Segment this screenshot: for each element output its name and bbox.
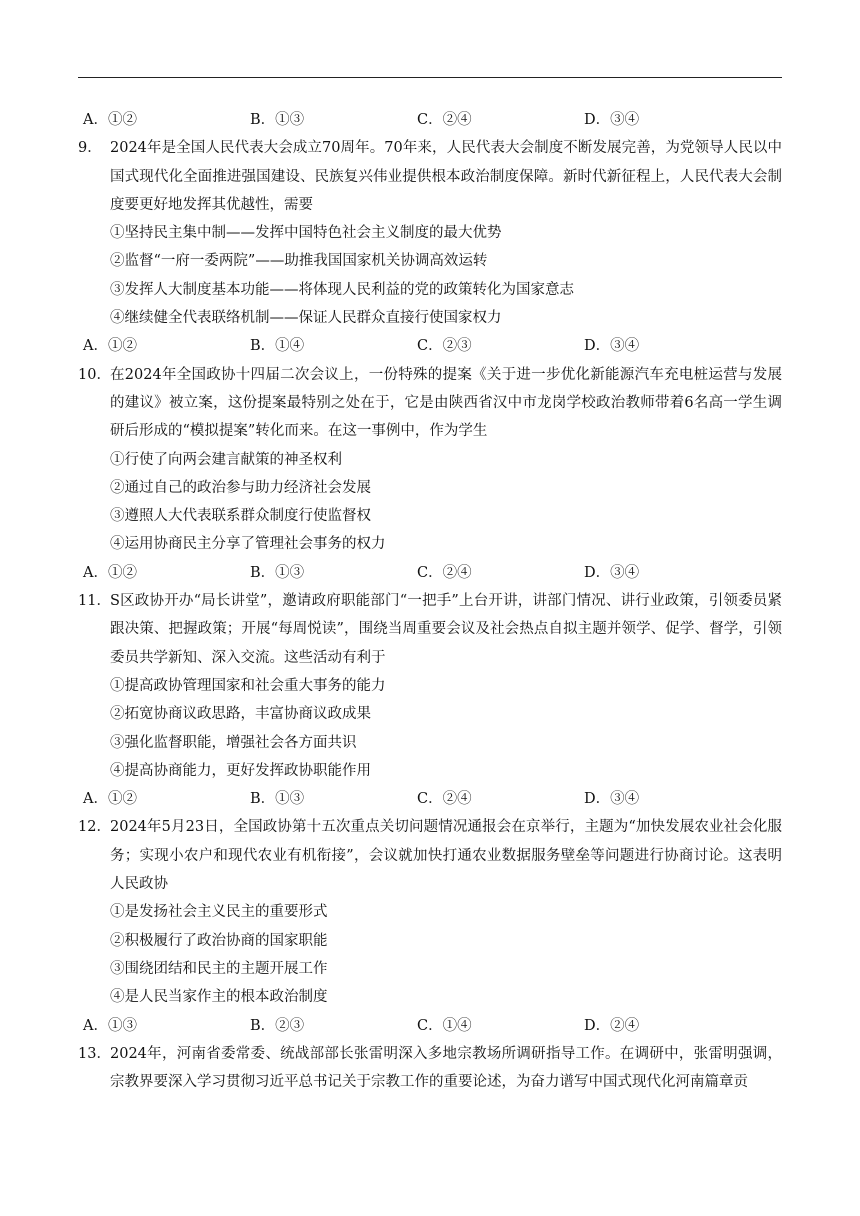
question-number: 11．	[78, 593, 111, 610]
question-number: 13．	[78, 1045, 111, 1062]
statement-1: ①坚持民主集中制——发挥中国特色社会主义制度的最大优势	[110, 225, 502, 242]
choice-d[interactable]: D．②④	[584, 1017, 640, 1034]
question-10	[78, 361, 782, 587]
question-13	[78, 1040, 782, 1097]
choice-b[interactable]: B．②③	[250, 1017, 305, 1034]
answer-choices	[78, 785, 782, 813]
choice-d[interactable]: D．③④	[584, 112, 640, 128]
question-number: 9．	[78, 140, 102, 157]
choice-c[interactable]: C．②④	[417, 791, 472, 808]
statement-1: ①是发扬社会主义民主的重要形式	[110, 904, 328, 921]
choice-a[interactable]: A．①②	[83, 112, 137, 128]
choice-c[interactable]: C．②④	[417, 564, 472, 581]
choice-c[interactable]: C．②③	[417, 338, 472, 355]
choice-a[interactable]: A．①②	[83, 564, 137, 581]
statement-1: ①提高政协管理国家和社会重大事务的能力	[110, 677, 386, 694]
statement-2: ②拓宽协商议政思路，丰富协商议政成果	[110, 706, 371, 723]
question-stem: 在2024年全国政协十四届二次会议上，一份特殊的提案《关于进一步优化新能源汽车充电桩运营与发展的建议》被立案，这份提案最特别之处在于，它是由陕西省汉中市龙岗学校政治教师带着6名高一学生调研后形成的“模拟提案”转化而来。在这一事例中，作为学生	[110, 366, 782, 440]
page-content	[78, 106, 782, 1096]
statement-3: ③遵照人大代表联系群众制度行使监督权	[110, 508, 371, 525]
choice-a[interactable]: A．①③	[83, 1017, 137, 1034]
answer-choices	[78, 559, 782, 587]
statement-3: ③强化监督职能，增强社会各方面共识	[110, 734, 357, 751]
statement-2: ②通过自己的政治参与助力经济社会发展	[110, 479, 371, 496]
answer-choices	[78, 332, 782, 360]
choice-d[interactable]: D．③④	[584, 564, 640, 581]
answer-choices	[78, 1012, 782, 1040]
question-stem: 2024年是全国人民代表大会成立70周年。70年来，人民代表大会制度不断发展完善，为党领导人民以中国式现代化全面推进强国建设、民族复兴伟业提供根本政治制度保障。新时代新征程上，人民代表大会制度要更好地发挥其优越性，需要	[110, 140, 782, 213]
choice-c[interactable]: C．②④	[417, 112, 472, 128]
choice-b[interactable]: B．①④	[250, 338, 305, 355]
question-number: 12．	[78, 819, 111, 836]
statement-3: ③围绕团结和民主的主题开展工作	[110, 960, 328, 977]
choice-b[interactable]: B．①③	[250, 564, 305, 581]
choice-c[interactable]: C．①④	[417, 1017, 472, 1034]
statement-2: ②监督“一府一委两院”——助推我国国家机关协调高效运转	[110, 253, 488, 270]
question-12	[78, 813, 782, 1039]
question-stem: 2024年，河南省委常委、统战部部长张雷明深入多地宗教场所调研指导工作。在调研中，张雷明强调，宗教界要深入学习贯彻习近平总书记关于宗教工作的重要论述，为奋力谱写中国式现代化河南篇章贡	[110, 1045, 782, 1091]
statement-3: ③发挥人大制度基本功能——将体现人民利益的党的政策转化为国家意志	[110, 281, 574, 298]
choice-d[interactable]: D．③④	[584, 338, 640, 355]
choice-b[interactable]: B．①③	[250, 791, 305, 808]
question-9	[78, 134, 782, 360]
header-rule	[78, 77, 782, 78]
choice-a[interactable]: A．①②	[83, 338, 137, 355]
statement-4: ④运用协商民主分享了管理社会事务的权力	[110, 536, 386, 553]
question-11	[78, 587, 782, 813]
question-stem: 2024年5月23日，全国政协第十五次重点关切问题情况通报会在京举行，主题为“加快发展农业社会化服务；实现小农户和现代农业有机衔接”，会议就加快打通农业数据服务壁垒等问题进行协商讨论。这表明人民政协	[110, 819, 782, 893]
question-stem: S区政协开办“局长讲堂”，邀请政府职能部门“一把手”上台开讲，讲部门情况、讲行业政策，引领委员紧跟决策、把握政策；开展“每周悦读”，围绕当周重要会议及社会热点自拟主题并领学、促学、督学，引领委员共学新知、深入交流。这些活动有利于	[110, 593, 782, 666]
statement-4: ④继续健全代表联络机制——保证人民群众直接行使国家权力	[110, 310, 502, 327]
statement-4: ④提高协商能力，更好发挥政协职能作用	[110, 762, 371, 779]
statement-2: ②积极履行了政治协商的国家职能	[110, 932, 328, 949]
answer-choices	[78, 106, 782, 134]
choice-b[interactable]: B．①③	[250, 112, 305, 128]
statement-1: ①行使了向两会建言献策的神圣权利	[110, 451, 342, 468]
choice-a[interactable]: A．①②	[83, 791, 137, 808]
question-number: 10．	[78, 366, 111, 383]
choice-d[interactable]: D．③④	[584, 791, 640, 808]
statement-4: ④是人民当家作主的根本政治制度	[110, 989, 328, 1006]
